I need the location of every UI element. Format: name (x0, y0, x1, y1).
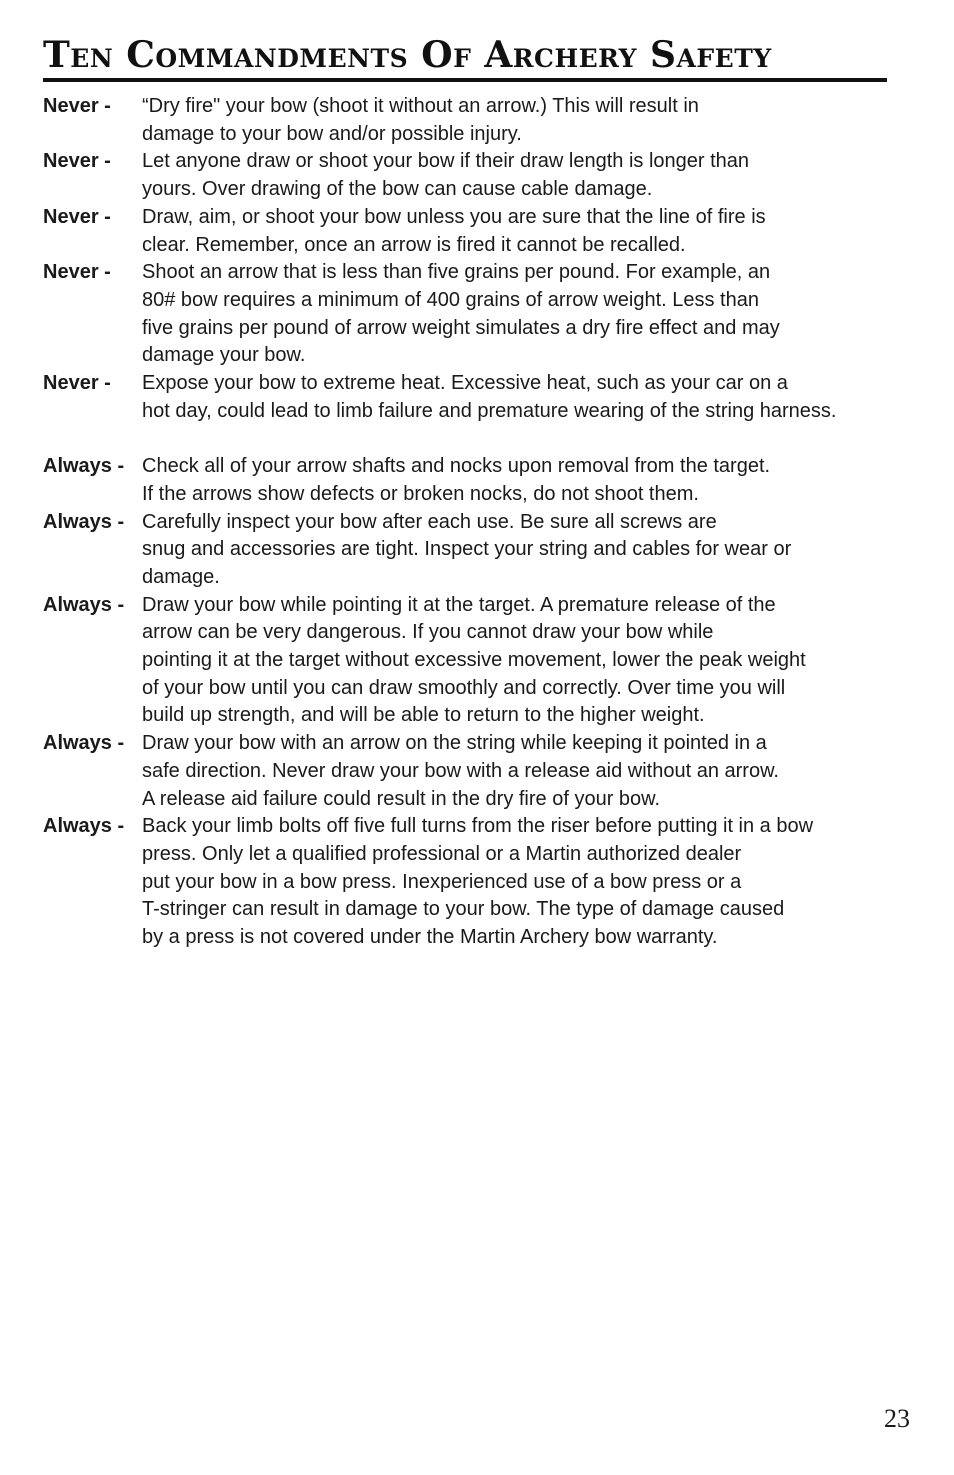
rule-line: Draw your bow while pointing it at the target. A premature release of the (142, 593, 776, 616)
rule-text (142, 453, 923, 508)
never-rule (43, 370, 923, 425)
rule-label: Always - (43, 815, 125, 838)
rule-line: put your bow in a bow press. Inexperienced use of a bow press or a (142, 870, 742, 893)
rule-label: Never - (43, 95, 111, 117)
rule-text (142, 509, 923, 592)
rule-label: Always - (43, 510, 125, 533)
rule-line: Back your limb bolts off five full turns from the riser before putting it in a bow (142, 815, 814, 838)
rule-line: Expose your bow to extreme heat. Excessive heat, such as your car on a (142, 372, 788, 395)
safety-rules (43, 93, 923, 952)
rule-line: yours. Over drawing of the bow can cause cable damage. (142, 178, 653, 201)
never-rules (43, 93, 923, 425)
always-rule (43, 509, 923, 592)
rule-line: arrow can be very dangerous. If you cannot draw your bow while (142, 621, 714, 644)
rule-line: A release aid failure could result in the dry fire of your bow. (142, 787, 661, 810)
rule-text (142, 592, 923, 731)
rule-line: damage to your bow and/or possible injury. (142, 122, 522, 145)
rule-line: press. Only let a qualified professional or a Martin authorized dealer (142, 842, 742, 865)
always-rules (43, 453, 923, 952)
page-title: Ten Commandments Of Archery Safety (43, 36, 887, 82)
rule-line: Draw your bow with an arrow on the string while keeping it pointed in a (142, 732, 767, 755)
rule-line: 80# bow requires a minimum of 400 grains of arrow weight. Less than (142, 288, 759, 311)
rule-label: Never - (43, 261, 111, 284)
rule-text (142, 204, 923, 259)
rule-text (142, 93, 923, 148)
rule-text (142, 148, 923, 203)
rule-line: damage your bow. (142, 344, 306, 367)
rule-line: Draw, aim, or shoot your bow unless you are sure that the line of fire is (142, 205, 766, 228)
always-rule (43, 813, 923, 952)
rule-label: Always - (43, 732, 125, 755)
rule-line: five grains per pound of arrow weight simulates a dry fire effect and may (142, 316, 780, 339)
rule-text (142, 813, 923, 952)
rule-line: T-stringer can result in damage to your bow. The type of damage caused (142, 898, 785, 921)
rule-line: damage. (142, 565, 220, 588)
rule-line: Check all of your arrow shafts and nocks upon removal from the target. (142, 455, 771, 478)
rule-label: Never - (43, 372, 111, 395)
group-spacer (43, 425, 923, 453)
rule-line: Let anyone draw or shoot your bow if their draw length is longer than (142, 150, 750, 173)
rule-line: of your bow until you can draw smoothly and correctly. Over time you will (142, 676, 786, 699)
rule-label: Never - (43, 205, 111, 228)
never-rule (43, 93, 923, 148)
rule-line: pointing it at the target without excessive movement, lower the peak weight (142, 649, 806, 672)
rule-line: “Dry fire" your bow (shoot it without an arrow.) This will result in (142, 95, 699, 117)
rule-line: Carefully inspect your bow after each use. Be sure all screws are (142, 510, 717, 533)
rule-line: hot day, could lead to limb failure and premature wearing of the string harness. (142, 399, 837, 422)
rule-line: safe direction. Never draw your bow with a release aid without an arrow. (142, 759, 779, 782)
rule-text (142, 259, 923, 370)
always-rule (43, 730, 923, 813)
rule-line: snug and accessories are tight. Inspect your string and cables for wear or (142, 538, 792, 561)
rule-line: If the arrows show defects or broken nocks, do not shoot them. (142, 482, 699, 505)
rule-label: Always - (43, 455, 125, 478)
rule-line: build up strength, and will be able to return to the higher weight. (142, 704, 705, 727)
always-rule (43, 592, 923, 731)
rule-label: Never - (43, 150, 111, 173)
rule-line: clear. Remember, once an arrow is fired it cannot be recalled. (142, 233, 686, 256)
rule-line: Shoot an arrow that is less than five grains per pound. For example, an (142, 261, 771, 284)
rule-line: by a press is not covered under the Martin Archery bow warranty. (142, 926, 718, 949)
never-rule (43, 259, 923, 370)
never-rule (43, 204, 923, 259)
rule-label: Always - (43, 593, 125, 616)
rule-text (142, 370, 923, 425)
page-number: 23 (884, 1404, 910, 1433)
never-rule (43, 148, 923, 203)
always-rule (43, 453, 923, 508)
rule-text (142, 730, 923, 813)
